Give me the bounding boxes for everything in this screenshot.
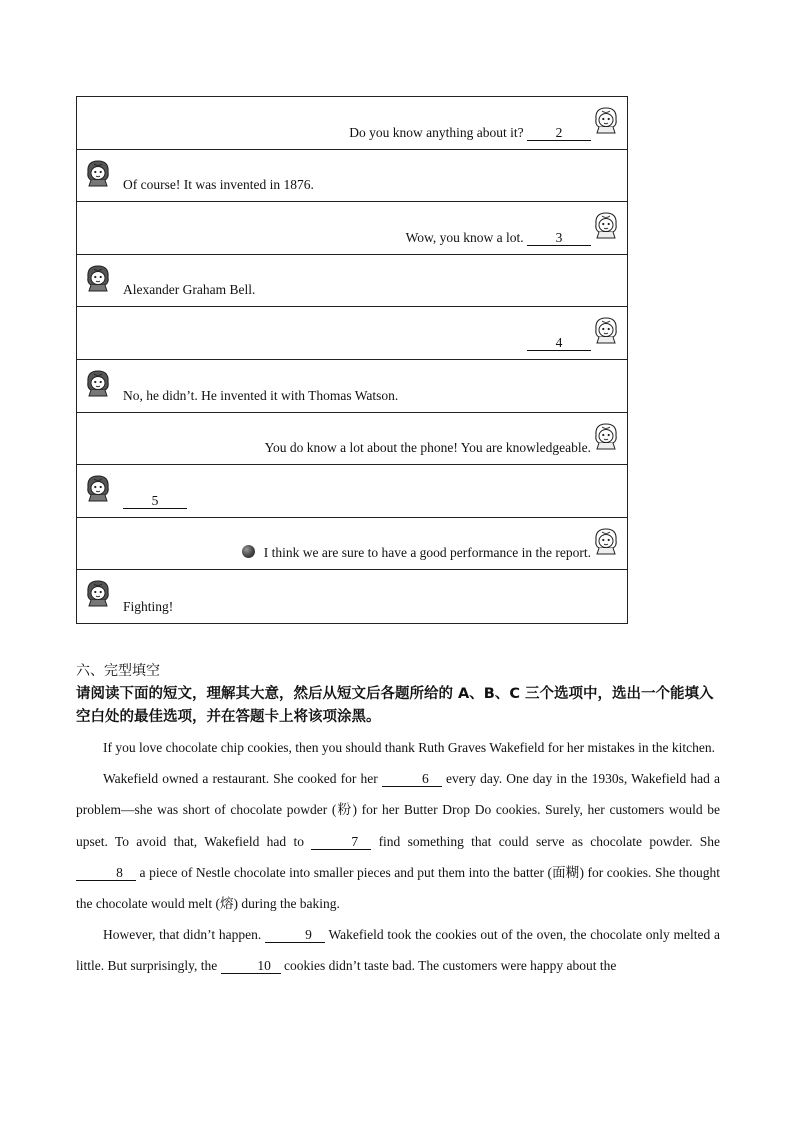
dialogue-text [123, 388, 398, 404]
passage-text: every day. One day in the 1930s, Wakefield had a problem—she was short of chocolate powder (粉) for her Butter Drop Do cookies. Surely, her customers would be upset. To avoid that, Wakefield had to [76, 771, 720, 849]
dialogue-row [77, 97, 627, 150]
dialogue-row [77, 518, 627, 571]
answer-blank[interactable]: 2 [527, 126, 591, 141]
dialogue-text [123, 493, 187, 509]
dialogue-sentence: Wow, you know a lot. [405, 229, 527, 245]
boy-avatar-icon [85, 263, 111, 293]
girl-avatar-icon [593, 210, 619, 240]
dialogue-row [77, 307, 627, 360]
answer-blank[interactable]: 4 [527, 336, 591, 351]
answer-blank[interactable]: 8 [76, 866, 136, 881]
passage-text: find something that could serve as chocolate powder. She [371, 833, 720, 849]
dialogue-sentence: Do you know anything about it? [349, 124, 527, 140]
passage-text: However, that didn’t happen. [103, 927, 265, 943]
girl-avatar-icon [593, 526, 619, 556]
boy-avatar-icon [85, 578, 111, 608]
dialogue-text [123, 177, 314, 193]
boy-avatar-icon [85, 368, 111, 398]
answer-blank[interactable]: 3 [527, 231, 591, 246]
passage-text: Wakefield owned a restaurant. She cooked for her [103, 771, 382, 787]
answer-blank[interactable]: 6 [382, 772, 442, 787]
cloze-passage [76, 732, 720, 982]
passage-text: Wakefield took the cookies out of the oven, the chocolate only melted a little. But surprisingly, the [76, 927, 721, 974]
boy-avatar-icon [85, 473, 111, 503]
girl-avatar-icon [593, 421, 619, 451]
dialogue-row [77, 202, 627, 255]
dialogue-text [349, 125, 591, 141]
girl-avatar-icon [593, 105, 619, 135]
dialogue-row [77, 413, 627, 466]
section-title: 六、完型填空 [76, 663, 160, 679]
dialogue-row [77, 570, 627, 623]
dialogue-text [406, 230, 591, 246]
dialogue-row [77, 150, 627, 203]
dialogue-row [77, 360, 627, 413]
passage-text: If you love chocolate chip cookies, then you should thank Ruth Graves Wakefield for her mistakes in the kitchen. [103, 740, 716, 755]
dialogue-text [265, 440, 591, 456]
dialogue-sentence: Of course! It was invented in 1876. [123, 177, 314, 193]
dialogue-text [123, 599, 173, 615]
dialogue-sentence: No, he didn’t. He invented it with Thomas Watson. [123, 387, 399, 403]
dialogue-sentence: Alexander Graham Bell. [123, 282, 256, 298]
dialogue-sentence: You do know a lot about the phone! You are knowledgeable. [264, 440, 591, 456]
globe-icon [242, 545, 255, 558]
dialogue-table [76, 96, 628, 624]
boy-avatar-icon [85, 158, 111, 188]
dialogue-row [77, 255, 627, 308]
dialogue-sentence: Fighting! [123, 598, 174, 614]
passage-text: a piece of Nestle chocolate into smaller pieces and put them into the batter (面糊) for cookies. She thought the chocolate would melt (熔) during the baking. [76, 864, 720, 912]
passage-paragraph [76, 763, 720, 919]
girl-avatar-icon [593, 315, 619, 345]
section-instructions: 请阅读下面的短文，理解其大意，然后从短文后各题所给的 A、B、C 三个选项中，选出一个能填入空白处的最佳选项，并在答题卡上将该项涂黑。 [76, 686, 714, 725]
passage-paragraph [76, 732, 720, 763]
answer-blank[interactable]: 10 [221, 959, 281, 974]
answer-blank[interactable]: 9 [265, 928, 325, 943]
answer-blank[interactable]: 7 [311, 835, 371, 850]
dialogue-text [123, 282, 255, 298]
dialogue-text [527, 335, 591, 351]
passage-paragraph [76, 919, 720, 981]
answer-blank[interactable]: 5 [123, 494, 187, 509]
dialogue-row [77, 465, 627, 518]
dialogue-text [242, 545, 591, 561]
dialogue-sentence: I think we are sure to have a good performance in the report. [263, 545, 591, 561]
passage-text: cookies didn’t taste bad. The customers were happy about the [280, 958, 617, 974]
